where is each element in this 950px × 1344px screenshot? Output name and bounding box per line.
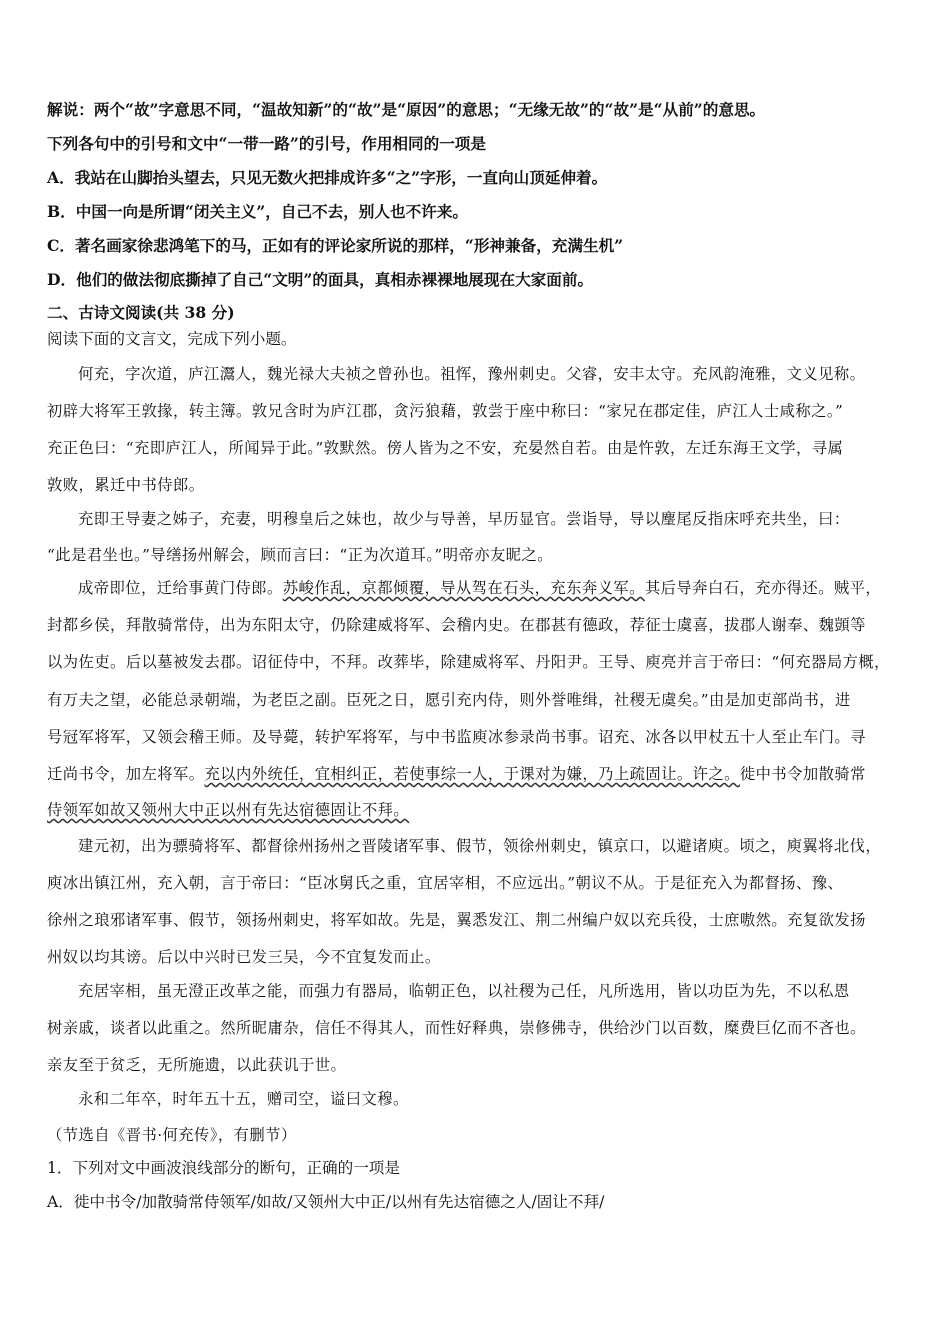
passage-line: 封都乡侯，拜散骑常侍，出为东阳太守，仍除建威将军、会稽内史。在郡甚有德政，荐征士虞喜，拔郡人谢奉、魏顗等	[47, 616, 866, 634]
passage-line: 号冠军将军，又领会稽王师。及导薨，转护军将军，与中书监庾冰参录尚书事。诏充、冰各以甲杖五十人至止车门。寻	[47, 728, 866, 746]
passage-line	[47, 800, 409, 820]
option-d: D．他们的做法彻底撕掉了自己“文明”的面具，真相赤裸裸地展现在大家面前。	[47, 270, 594, 289]
section-instruction: 阅读下面的文言文，完成下列小题。	[47, 330, 297, 348]
passage-line	[78, 578, 881, 598]
explanation-text: 解说：两个“故”字意思不同，“温故知新”的“故”是“原因”的意思；“无缘无故”的“故”是“从前”的意思。	[47, 100, 766, 119]
passage-line: 庾冰出镇江州，充入朝，言于帝曰：“臣冰舅氏之重，宜居宰相，不应远出。”朝议不从。于是征充入为都督扬、豫、	[47, 874, 844, 892]
question1-stem: 1．下列对文中画波浪线部分的断句，正确的一项是	[47, 1159, 400, 1177]
wavy-underlined-text: 苏峻作乱，京都倾覆，导从驾在石头，充东奔义军。	[282, 579, 645, 597]
passage-line: 州奴以均其谤。后以中兴时已发三吴，今不宜复发而止。	[47, 948, 441, 966]
passage-text: 迁尚书令，加左将军。	[47, 765, 205, 783]
passage-line: 亲友至于贫乏，无所施遗，以此获讥于世。	[47, 1056, 347, 1074]
passage-line: 初辟大将军王敦掾，转主簿。敦兄含时为庐江郡，贪污狼藉，敦尝于座中称曰：“家兄在郡定佳，庐江人士咸称之。”	[47, 402, 844, 420]
passage-line: 永和二年卒，时年五十五，赠司空，谥曰文穆。	[78, 1090, 409, 1108]
question-stem: 下列各句中的引号和文中“一带一路”的引号，作用相同的一项是	[47, 134, 486, 153]
passage-line: 充正色曰：“充即庐江人，所闻异于此。”敦默然。傍人皆为之不安，充晏然自若。由是忤敦，左迁东海王文学，寻属	[47, 439, 844, 457]
wavy-underlined-text: 侍领军如故又领州大中正以州有先达宿德固让不拜。	[47, 801, 410, 819]
passage-line: 以为佐吏。后以墓被发去郡。诏征侍中，不拜。改葬毕，除建威将军、丹阳尹。王导、庾亮并言于帝曰：“何充器局方概，	[47, 653, 890, 671]
option-c: C．著名画家徐悲鸿笔下的马，正如有的评论家所说的那样，“形神兼备，充满生机”	[47, 236, 624, 255]
passage-line: 树亲戚，谈者以此重之。然所昵庸杂，信任不得其人，而性好释典，崇修佛寺，供给沙门以百数，糜费巨亿而不吝也。	[47, 1019, 866, 1037]
passage-source: （节选自《晋书·何充传》，有删节）	[47, 1126, 297, 1144]
passage-text: 其后导奔白石，充亦得还。贼平，	[644, 579, 882, 597]
passage-line: 建元初，出为骠骑将军、都督徐州扬州之晋陵诸军事、假节，领徐州刺史，镇京口，以避诸庾。顷之，庾翼将北伐，	[78, 837, 882, 855]
passage-line: 充即王导妻之姊子，充妻，明穆皇后之妹也，故少与导善，早历显官。尝诣导，导以麈尾反指床呼充共坐，曰：	[78, 510, 850, 528]
question1-option-a: A．徙中书令/加散骑常侍领军/如故/又领州大中正/以州有先达宿德之人/固让不拜/	[47, 1193, 605, 1211]
passage-line: 敦败，累迁中书侍郎。	[47, 476, 205, 494]
wavy-underlined-text: 充以内外统任，宜相纠正，若使事综一人，于课对为嫌，乃上疏固让。许之。	[204, 765, 740, 783]
option-b: B．中国一向是所谓“闭关主义”，自己不去，别人也不许来。	[47, 202, 468, 221]
passage-line: 有万夫之望，必能总录朝端，为老臣之副。臣死之日，愿引充内侍，则外誉唯缉，社稷无虞矣。”由是加吏部尚书，进	[47, 691, 851, 709]
passage-text: 成帝即位，迁给事黄门侍郎。	[78, 579, 283, 597]
passage-line: “此是君坐也。”导缮扬州解会，顾而言曰：“正为次道耳。”明帝亦友昵之。	[47, 546, 553, 564]
passage-line: 徐州之琅邪诸军事、假节，领扬州刺史，将军如故。先是，翼悉发江、荆二州编户奴以充兵役，士庶嗷然。充复欲发扬	[47, 911, 866, 929]
passage-line: 何充，字次道，庐江灊人，魏光禄大夫祯之曾孙也。祖恽，豫州刺史。父睿，安丰太守。充风韵淹雅，文义见称。	[78, 365, 866, 383]
option-a: A．我站在山脚抬头望去，只见无数火把排成许多“之”字形，一直向山顶延伸着。	[47, 168, 608, 187]
passage-line	[47, 764, 866, 784]
passage-line: 充居宰相，虽无澄正改革之能，而强力有器局，临朝正色，以社稷为己任，凡所选用，皆以功臣为先，不以私恩	[78, 982, 850, 1000]
section-heading: 二、古诗文阅读(共 38 分)	[47, 303, 235, 322]
passage-text: 徙中书令加散骑常	[739, 765, 866, 783]
